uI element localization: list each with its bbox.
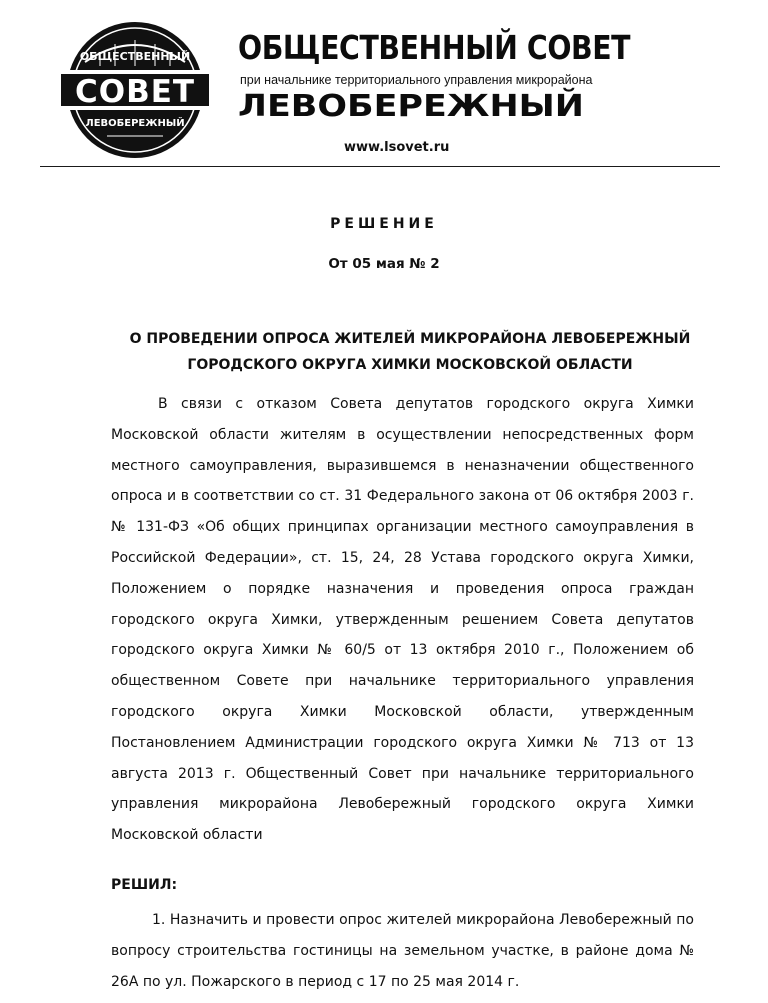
logo-bottom-text: ЛЕВОБЕРЕЖНЫЙ xyxy=(85,118,185,129)
header-divider xyxy=(40,166,720,167)
document-title: РЕШЕНИЕ xyxy=(330,216,438,232)
council-logo xyxy=(55,18,215,163)
document-subject xyxy=(60,326,760,378)
logo-top-text: ОБЩЕСТВЕННЫЙ xyxy=(79,50,191,63)
website-link[interactable]: www.lsovet.ru xyxy=(344,140,450,155)
decision-label: РЕШИЛ: xyxy=(111,877,178,893)
subject-line-2: ГОРОДСКОГО ОКРУГА ХИМКИ МОСКОВСКОЙ ОБЛАСТИ xyxy=(187,357,633,373)
council-subtitle: при начальнике территориального управления микрорайона xyxy=(240,73,593,87)
subject-line-1: О ПРОВЕДЕНИИ ОПРОСА ЖИТЕЛЕЙ МИКРОРАЙОНА ЛЕВОБЕРЕЖНЫЙ xyxy=(129,331,691,347)
district-name-text: ЛЕВОБЕРЕЖНЫЙ xyxy=(238,89,536,122)
district-name xyxy=(236,86,586,122)
preamble-paragraph: В связи с отказом Совета депутатов городского округа Химки Московской области жителям в осуществлении непосредственных форм местного самоуправления, выразившемся в неназначении общественного опроса и в соответствии со ст. 31 Федерального закона от 06 октября 2003 г. № 131-ФЗ «Об общих принципах организации местного самоуправления в Российской Федерации», ст. 15, 24, 28 Устава городского округа Химки, Положением о порядке назначения и проведения опроса граждан городского округа Химки, утвержденным решением Совета депутатов городского округа Химки № 60/5 от 13 октября 2010 г., Положением об общественном Совете при начальнике территориального управления городского округа Химки Московской области, утвержденным Постановлением Администрации городского округа Химки № 713 от 13 августа 2013 г. Общественный Совет при начальнике территориального управления микрорайона Левобережный городского округа Химки Московской области xyxy=(111,396,694,844)
logo-big-text: СОВЕТ xyxy=(74,74,196,110)
decision-item-1: 1. Назначить и провести опрос жителей микрорайона Левобережный по вопросу строительства гостиницы на земельном участке, в районе дома № 26А по ул. Пожарского в период с 17 по 25 мая 2014 г. xyxy=(111,912,694,990)
council-title: ОБЩЕСТВЕННЫЙ СОВЕТ xyxy=(238,28,631,67)
document-date: От 05 мая № 2 xyxy=(328,256,440,272)
